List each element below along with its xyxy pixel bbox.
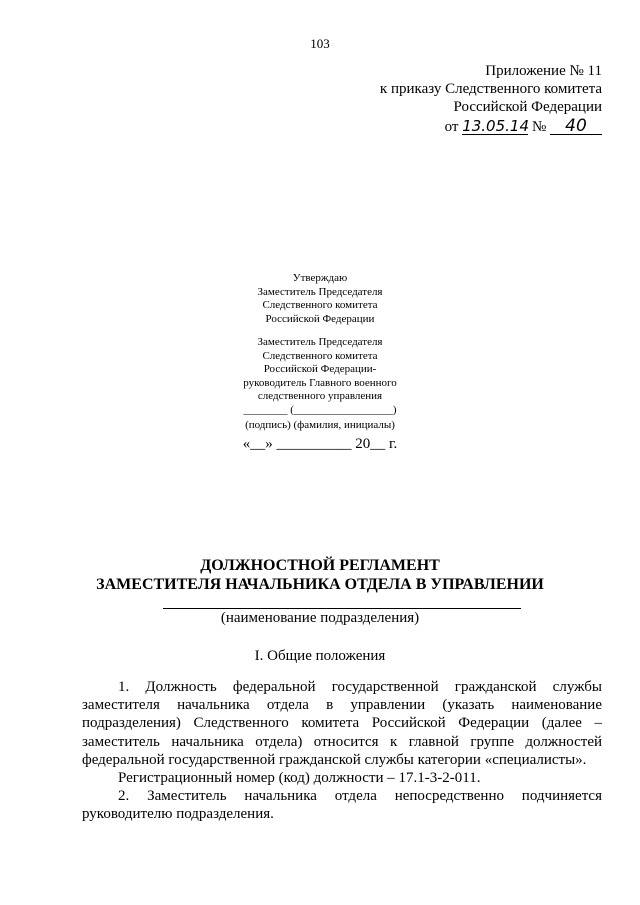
appendix-number-sign: №: [531, 119, 547, 135]
paragraph-1: [82, 678, 602, 824]
paragraph-line: заместитель начальника отдела) относится к главной группе должностей: [82, 733, 602, 750]
appendix-title: Приложение № 11: [485, 63, 602, 79]
approve-word: Утверждаю: [292, 272, 348, 284]
page-number: 103: [310, 36, 330, 51]
paragraph-line: 1. Должность федеральной государственной гражданской службы: [118, 679, 602, 695]
appendix-number: 40: [550, 118, 602, 135]
appendix-date-prefix: от: [444, 119, 459, 135]
document-subtitle: ЗАМЕСТИТЕЛЯ НАЧАЛЬНИКА ОТДЕЛА В УПРАВЛЕНИИ: [96, 576, 544, 593]
approve-line: Заместитель Председателя: [257, 336, 383, 348]
paragraph-line: подразделения) Следственного комитета Российской Федерации (далее –: [82, 715, 602, 732]
appendix-org: Российской Федерации: [453, 99, 602, 115]
appendix-date-row: [380, 118, 602, 136]
paragraph-line: заместителя начальника отдела в управлении (указать наименование: [82, 697, 602, 714]
approve-line: Российской Федерации: [265, 312, 375, 325]
registration-number: Регистрационный номер (код) должности – 17.1-3-2-011.: [118, 770, 481, 787]
approve-line: Следственного комитета: [262, 349, 378, 362]
paragraph-line: 2. Заместитель начальника отдела непосредственно подчиняется: [118, 788, 602, 805]
subdivision-caption: (наименование подразделения): [220, 610, 420, 626]
appendix-order-ref: к приказу Следственного комитета: [379, 81, 602, 97]
approve-line: Российской Федерации-: [263, 363, 377, 375]
document-title: ДОЛЖНОСТНОЙ РЕГЛАМЕНТ: [200, 557, 440, 574]
appendix-date: 13.05.14: [462, 117, 529, 135]
signature-line: ________ (__________________): [243, 403, 397, 416]
approve-line: следственного управления: [257, 390, 383, 402]
signature-caption: (подпись) (фамилия, инициалы): [245, 419, 395, 431]
approve-line: Заместитель Председателя: [257, 285, 383, 298]
appendix-header: [380, 62, 602, 136]
section-heading: I. Общие положения: [254, 648, 386, 664]
approve-line: руководитель Главного военного: [243, 376, 397, 389]
approve-line: Следственного комитета: [262, 299, 378, 311]
approval-block: [0, 272, 640, 433]
approval-date-line: «__» __________ 20__ г.: [242, 436, 398, 452]
paragraph-line: федеральной государственной гражданской службы категории «специалисты».: [82, 751, 587, 768]
subdivision-rule: [163, 608, 521, 609]
paragraph-line: руководителю подразделения.: [82, 806, 274, 823]
